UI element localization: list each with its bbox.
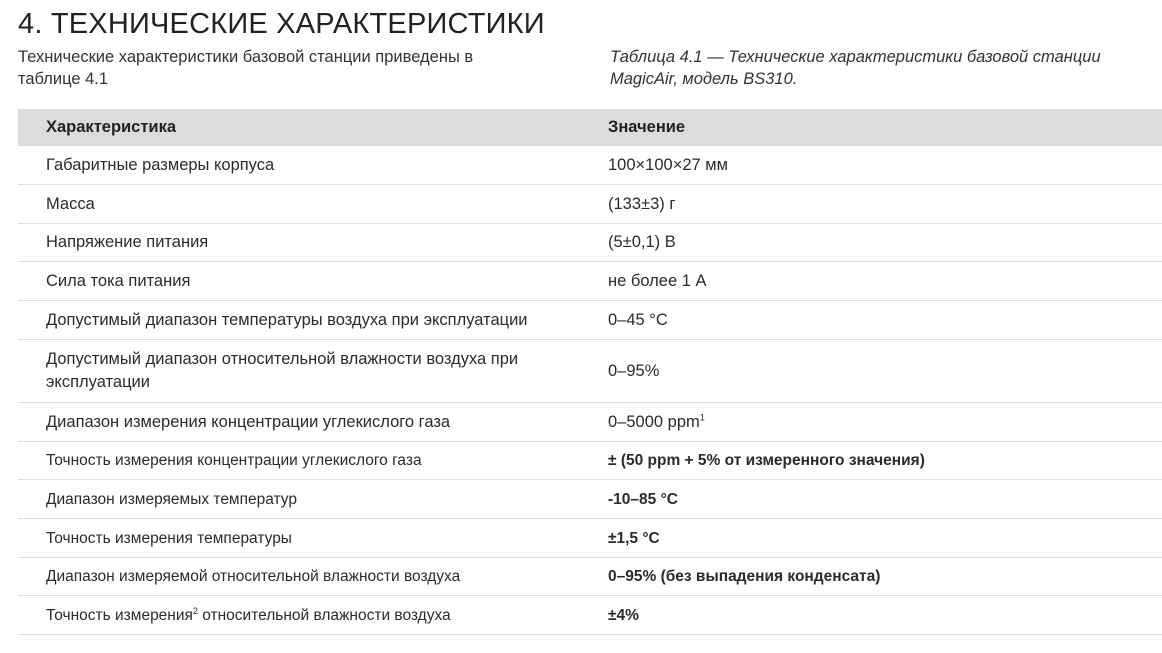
row-characteristic: Точность измерения концентрации углекислого газа: [46, 452, 422, 469]
table-header: [18, 109, 1162, 146]
characteristic-text: Точность измерения: [46, 606, 193, 624]
row-characteristic: Габаритные размеры корпуса: [46, 155, 275, 174]
specs-table: [18, 109, 1162, 635]
value-text: 0–5000 ppm: [608, 412, 700, 431]
row-characteristic: Допустимый диапазон относительной влажности воздуха при эксплуатации: [46, 350, 519, 391]
row-characteristic: Сила тока питания: [46, 271, 191, 290]
table-row: [18, 301, 1162, 340]
intro-text: Технические характеристики базовой станции приведены в таблице 4.1: [18, 48, 474, 88]
table-caption: Таблица 4.1 — Технические характеристики базовой станции MagicAir, модель BS310.: [610, 48, 1101, 88]
row-value: 100×100×27 мм: [608, 155, 728, 174]
footnote-marker: 1: [699, 412, 705, 422]
table-row: [18, 185, 1162, 224]
header-value: Значение: [608, 118, 686, 136]
header-characteristic: Характеристика: [46, 118, 177, 136]
table-row: [18, 480, 1162, 519]
row-characteristic: Диапазон измеряемых температур: [46, 490, 297, 508]
table-row: [18, 262, 1162, 301]
characteristic-text: относительной влажности воздуха: [197, 606, 451, 624]
table-row: [18, 146, 1162, 185]
row-value: ±4%: [608, 606, 639, 624]
footnote-marker: 2: [192, 605, 198, 616]
row-characteristic: [18, 604, 608, 627]
section-title: 4. ТЕХНИЧЕСКИЕ ХАРАКТЕРИСТИКИ: [18, 8, 545, 40]
row-value: [608, 411, 1162, 434]
row-characteristic: Точность измерения температуры: [46, 529, 292, 547]
row-characteristic: Допустимый диапазон температуры воздуха при эксплуатации: [46, 310, 528, 329]
row-value: ± (50 ppm + 5% от измеренного значения): [608, 452, 925, 469]
table-row: [18, 596, 1162, 635]
table-row: [18, 340, 1162, 403]
row-value: ±1,5 °С: [608, 529, 660, 547]
row-characteristic: Диапазон измеряемой относительной влажности воздуха: [46, 568, 461, 585]
row-value: (5±0,1) В: [608, 233, 676, 251]
row-characteristic: Напряжение питания: [46, 233, 209, 251]
row-characteristic: Диапазон измерения концентрации углекислого газа: [46, 412, 451, 431]
row-value: -10–85 °С: [608, 490, 678, 508]
row-value: 0–95%: [608, 361, 660, 380]
row-value: не более 1 А: [608, 271, 707, 290]
table-row: [18, 442, 1162, 480]
table-row: [18, 403, 1162, 442]
row-value: (133±3) г: [608, 194, 676, 213]
row-characteristic: Масса: [46, 194, 95, 213]
table-row: [18, 224, 1162, 262]
table-row: [18, 519, 1162, 558]
table-row: [18, 558, 1162, 596]
row-value: 0–95% (без выпадения конденсата): [608, 568, 881, 585]
row-value: 0–45 °С: [608, 310, 668, 329]
